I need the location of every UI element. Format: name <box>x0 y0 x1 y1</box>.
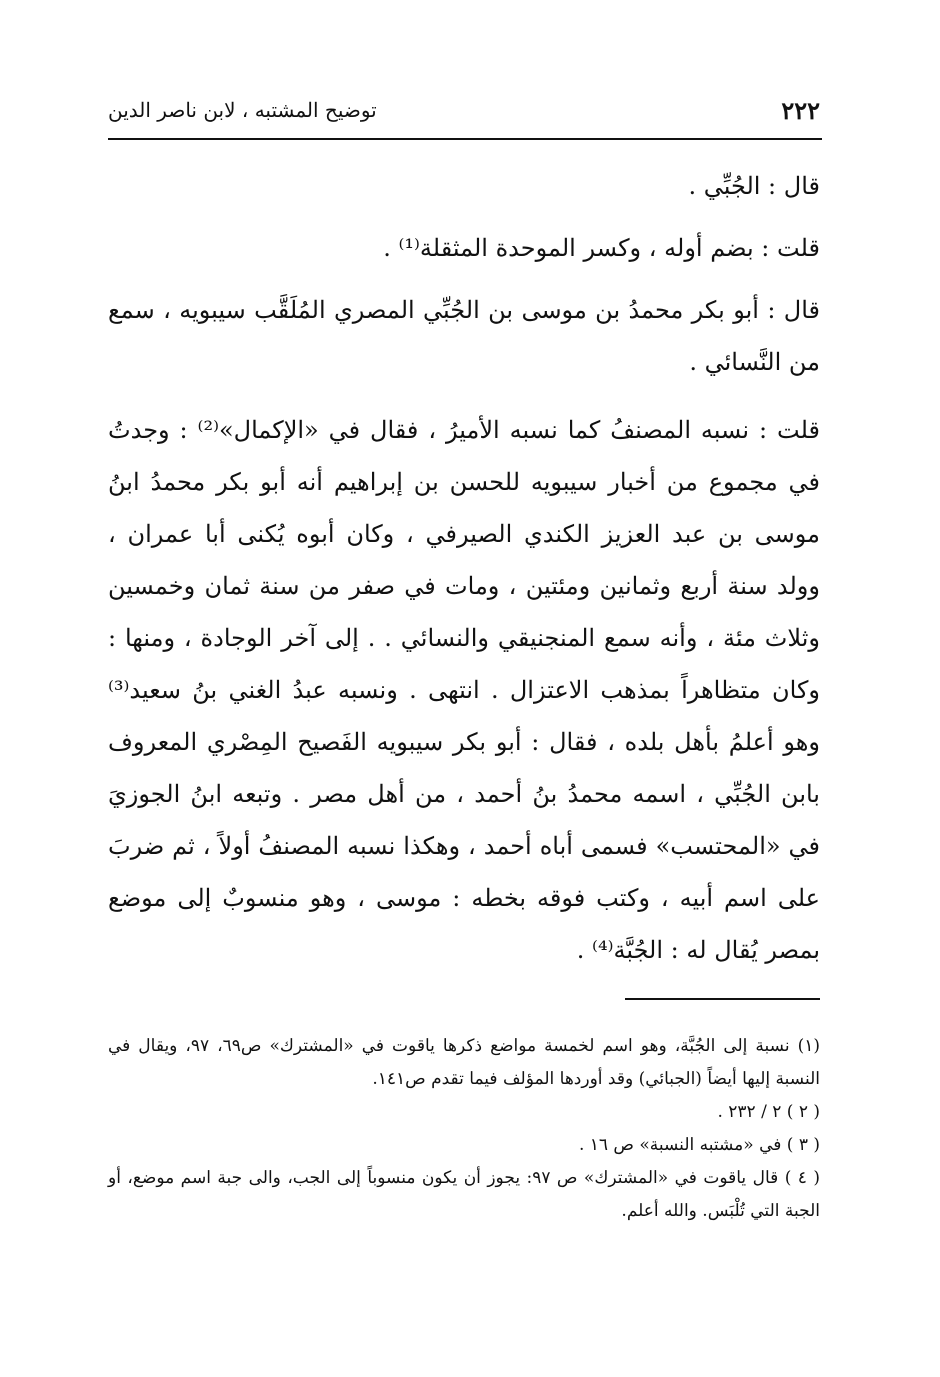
footnote-4: ( ٤ ) قال ياقوت في «المشترك» ص ٩٧: يجوز أن يكون منسوباً إلى الجب، والى جبة اسم موضع، أو الجبة التي تُلْبَس. والله أعلم. <box>108 1168 820 1221</box>
paragraph-4: قلت : نسبه المصنفُ كما نسبه الأميرُ ، فقال في «الإكمال»⁽²⁾ : وجدتُ في مجموع من أخبار سيبويه للحسن بن إبراهيم أنه أبو بكر محمدُ ابنُ موسى بن عبد العزيز الكندي الصيرفي ، وكان أبوه يُكنى أبا عمران ، وولد سنة أربع وثمانين ومئتين ، ومات في صفر من سنة ثمان وخمسين وثلاث مئة ، وأنه سمع المنجنيقي والنسائي . . إلى آخر الوجادة ، ومنها : وكان متظاهراً بمذهب الاعتزال . انتهى . ونسبه عبدُ الغني بنُ سعيد⁽³⁾ وهو أعلمُ بأهل بلده ، فقال : أبو بكر سيبويه الفَصيح المِصْري المعروف بابن الجُبِّي ، اسمه محمدُ بنُ أحمد ، من أهل مصر . وتبعه ابنُ الجوزيَ في «المحتسب» فسمى أباه أحمد ، وهكذا نسبه المصنفُ أولاً ، ثم ضربَ على اسم أبيه ، وكتب فوقه بخطه : موسى ، وهو منسوبٌ إلى موضع بمصر يُقال له : الجُبَّة⁽⁴⁾ . <box>108 416 821 964</box>
footnote-3: ( ٣ ) في «مشتبه النسبة» ص ١٦ . <box>578 1135 820 1155</box>
paragraph-2: قلت : بضم أوله ، وكسر الموحدة المثقلة⁽¹⁾ . <box>383 234 820 262</box>
running-title: توضيح المشتبه ، لابن ناصر الدين <box>108 98 377 122</box>
footnote-rule <box>625 998 820 1000</box>
footnote-1: (١) نسبة إلى الجُبَّة، وهو اسم لخمسة مواضع ذكرها ياقوت في «المشترك» ص٦٩، ٩٧، ويقال في النسبة إليها أيضاً (الجبائي) وقد أوردها المؤلف فيما تقدم ص١٤١. <box>108 1036 820 1089</box>
paragraph-3: قال : أبو بكر محمدُ بن موسى بن الجُبِّي المصري المُلَقَّب سيبويه ، سمع من النَّسائي . <box>108 296 820 376</box>
header-rule <box>108 138 822 140</box>
page-header <box>108 92 820 136</box>
page-number: ٢٢٢ <box>781 96 820 125</box>
main-text <box>108 160 820 986</box>
footnote-2: ( ٢ ) ٢ / ٢٣٢ . <box>717 1102 820 1122</box>
footnotes <box>108 1030 820 1228</box>
paragraph-1: قال : الجُبِّي . <box>688 172 820 200</box>
